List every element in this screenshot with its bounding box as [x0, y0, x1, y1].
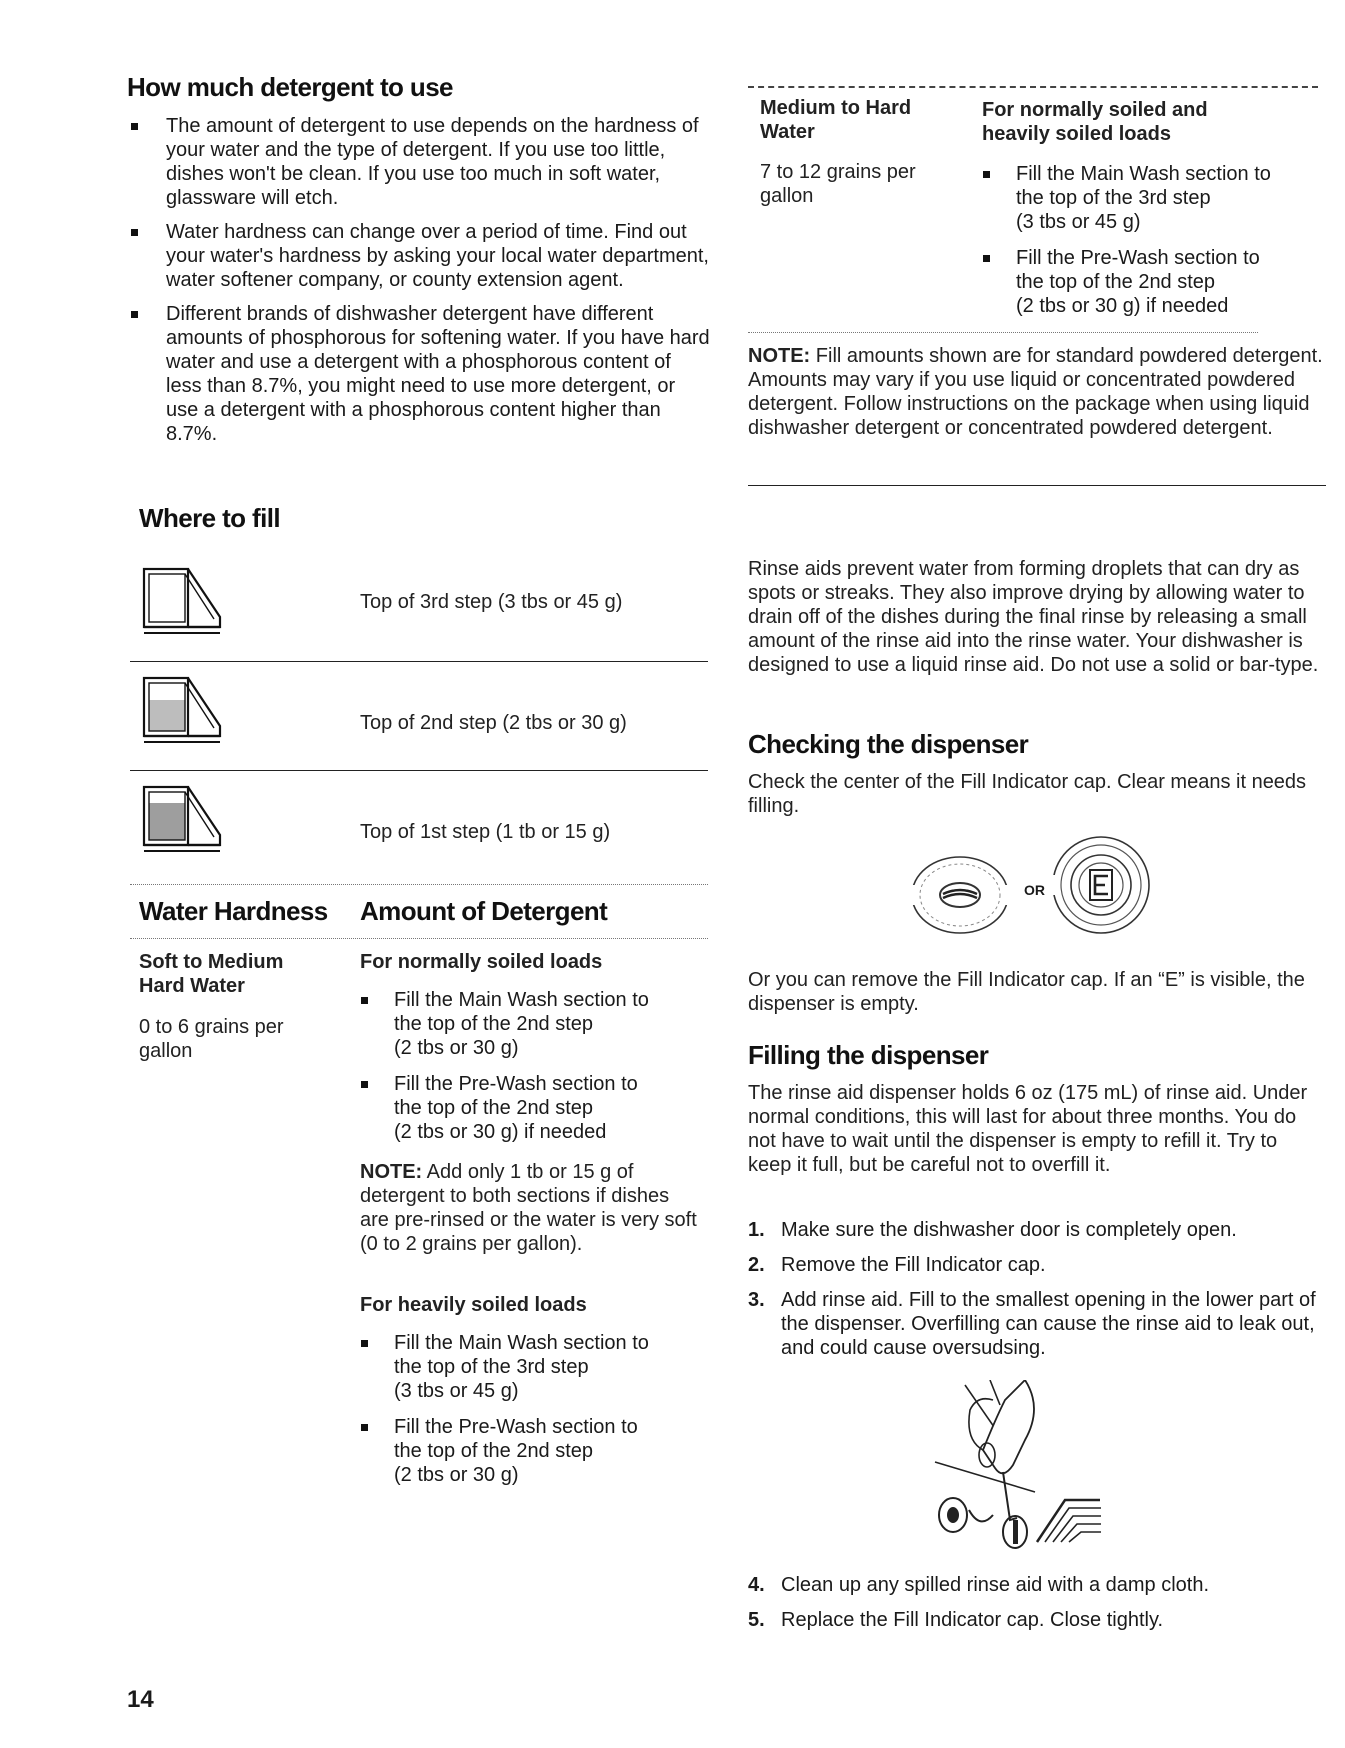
- where-to-fill-heading: Where to fill: [139, 503, 280, 533]
- detergent-bullet-list: [130, 114, 710, 456]
- page-number: 14: [127, 1686, 154, 1713]
- checking-text: Check the center of the Fill Indicator cap. Clear means it needs filling.: [748, 771, 1307, 817]
- filling-text: The rinse aid dispenser holds 6 oz (175 mL) of rinse aid. Under normal conditions, this will last for about three months. You do not have to wait until the dispenser is empty to refill it. Try to keep it full, but be careful not to overfill it.: [748, 1082, 1308, 1176]
- filling-steps-list: [748, 1218, 1328, 1371]
- remove-cap-text: Or you can remove the Fill Indicator cap. If an “E” is visible, the dispenser is empty.: [748, 969, 1305, 1015]
- filling-steps-list-cont: [748, 1573, 1328, 1643]
- heavy-loads-list: [360, 1331, 700, 1497]
- rinse-aid-pouring-icon: [925, 1380, 1125, 1560]
- divider: [748, 485, 1326, 486]
- list-item: The amount of detergent to use depends on the hardness of your water and the type of detergent. If you use too little, dishes won't be clean. If you use too much in soft water, glassware will etch.: [130, 114, 710, 210]
- dispenser-cup-empty-icon: [140, 567, 232, 640]
- list-item: Fill the Main Wash section to the top of the 3rd step (3 tbs or 45 g): [982, 162, 1322, 234]
- list-item: Fill the Pre-Wash section to the top of the 2nd step (2 tbs or 30 g): [360, 1415, 700, 1487]
- hard-water-title: Medium to Hard Water: [760, 97, 912, 143]
- list-item: 1. Make sure the dishwasher door is completely open.: [748, 1219, 1237, 1241]
- filling-dispenser-heading: Filling the dispenser: [748, 1040, 989, 1070]
- fill-row-3rd-step: [130, 563, 708, 643]
- amounts-note: NOTE: Fill amounts shown are for standard powdered detergent. Amounts may vary if you use liquid or concentrated powdered detergent. Follow instructions on the package when using liquid dishwasher detergent or concentrated powdered detergent.: [748, 345, 1323, 439]
- water-hardness-header: Water Hardness: [139, 896, 328, 926]
- fill-indicator-cap-icon: [905, 850, 1015, 945]
- divider: [748, 86, 1318, 88]
- divider: [130, 938, 708, 939]
- list-item: 2. Remove the Fill Indicator cap.: [748, 1254, 1046, 1276]
- hard-grains: 7 to 12 grains per gallon: [760, 161, 916, 207]
- fill-row-label: Top of 3rd step (3 tbs or 45 g): [360, 591, 623, 613]
- fill-row-2nd-step: [130, 672, 708, 752]
- dispenser-cup-half-icon: [140, 676, 232, 749]
- list-item: Different brands of dishwasher detergent have different amounts of phosphorous for softening water. If you have hard water and use a detergent with a phosphorous content of less than 8.7%, you might need to use more detergent, or use a detergent with a phosphorous content higher than 8.7%.: [130, 302, 710, 446]
- list-item: 3. Add rinse aid. Fill to the smallest opening in the lower part of the dispenser. Overfilling can cause the rinse aid to leak out, and could cause oversudsing.: [748, 1289, 1316, 1359]
- list-item: Fill the Main Wash section to the top of the 2nd step (2 tbs or 30 g): [360, 988, 700, 1060]
- hard-loads-list: [982, 162, 1322, 328]
- cap-e-visible-icon: [1046, 830, 1156, 945]
- divider: [130, 884, 708, 885]
- divider: [130, 770, 708, 771]
- fill-row-label: Top of 1st step (1 tb or 15 g): [360, 821, 611, 843]
- normal-heavy-loads-title: For normally soiled and heavily soiled loads: [982, 99, 1208, 145]
- normal-loads-title: For normally soiled loads: [360, 951, 603, 973]
- or-label: OR: [1024, 882, 1045, 898]
- list-item: 5. Replace the Fill Indicator cap. Close tightly.: [748, 1609, 1164, 1631]
- dispenser-cup-low-icon: [140, 785, 232, 858]
- divider: [748, 332, 1258, 333]
- list-item: Water hardness can change over a period of time. Find out your water's hardness by asking your local water department, water softener company, or county extension agent.: [130, 220, 710, 292]
- list-item: Fill the Pre-Wash section to the top of the 2nd step (2 tbs or 30 g) if needed: [982, 246, 1322, 318]
- checking-dispenser-heading: Checking the dispenser: [748, 729, 1029, 759]
- list-item: 4. Clean up any spilled rinse aid with a damp cloth.: [748, 1574, 1210, 1596]
- soft-grains: 0 to 6 grains per gallon: [139, 1016, 284, 1062]
- fill-row-1st-step: [130, 781, 708, 861]
- soft-hardness-title: Soft to Medium Hard Water: [139, 951, 284, 997]
- list-item: Fill the Main Wash section to the top of the 3rd step (3 tbs or 45 g): [360, 1331, 700, 1403]
- normal-loads-list: [360, 988, 700, 1154]
- fill-row-label: Top of 2nd step (2 tbs or 30 g): [360, 712, 627, 734]
- amount-of-detergent-header: Amount of Detergent: [360, 896, 608, 926]
- rinse-aid-intro: Rinse aids prevent water from forming droplets that can dry as spots or streaks. They also improve drying by allowing water to drain off of the dishes during the final rinse by releasing a small amount of the rinse aid into the rinse water. Your dishwasher is designed to use a liquid rinse aid. Do not use a solid or bar-type.: [748, 558, 1319, 676]
- soft-note: NOTE: Add only 1 tb or 15 g of detergent to both sections if dishes are pre-rinsed or the water is very soft (0 to 2 grains per gallon).: [360, 1161, 697, 1255]
- how-much-detergent-heading: How much detergent to use: [127, 72, 453, 102]
- divider: [130, 661, 708, 662]
- heavy-loads-title: For heavily soiled loads: [360, 1294, 587, 1316]
- list-item: Fill the Pre-Wash section to the top of the 2nd step (2 tbs or 30 g) if needed: [360, 1072, 700, 1144]
